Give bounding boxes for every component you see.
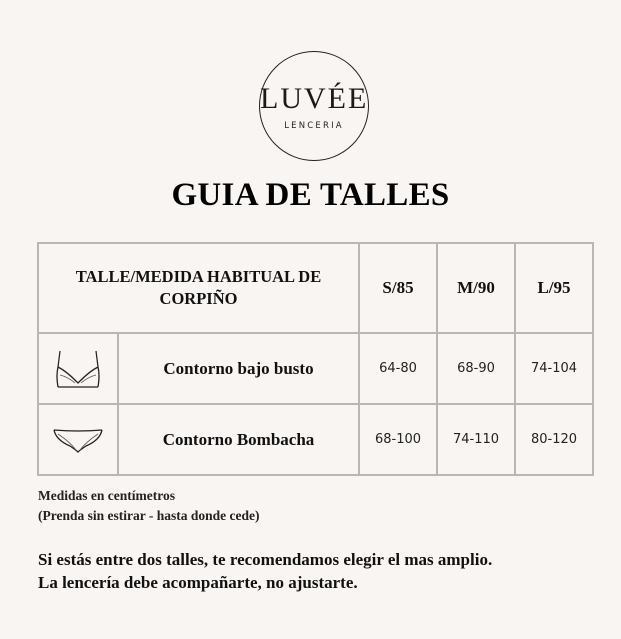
brand-subtitle: LENCERIA xyxy=(284,121,344,131)
value-cell: 80-120 xyxy=(515,404,593,475)
panty-icon xyxy=(50,422,106,458)
bra-icon xyxy=(50,347,106,391)
advice-line-1: Si estás entre dos talles, te recomendamos elegir el mas amplio. xyxy=(38,550,493,569)
value-cell: 68-90 xyxy=(437,333,515,404)
value-cell: 74-110 xyxy=(437,404,515,475)
brand-logo xyxy=(259,51,369,161)
value-cell: 68-100 xyxy=(359,404,437,475)
size-header-m: M/90 xyxy=(437,243,515,333)
measuring-note: (Prenda sin estirar - hasta donde cede) xyxy=(38,508,260,523)
value-cell: 64-80 xyxy=(359,333,437,404)
measurement-name: Contorno Bombacha xyxy=(118,404,359,475)
size-header-s: S/85 xyxy=(359,243,437,333)
measurement-name: Contorno bajo busto xyxy=(118,333,359,404)
header-label: TALLE/MEDIDA HABITUAL DE CORPIÑO xyxy=(38,243,359,333)
size-header-l: L/95 xyxy=(515,243,593,333)
size-guide-table xyxy=(37,242,594,476)
row-icon-cell xyxy=(38,333,118,404)
value-cell: 74-104 xyxy=(515,333,593,404)
brand-name: LUVÉE xyxy=(260,82,369,115)
row-icon-cell xyxy=(38,404,118,475)
advice-line-2: La lencería debe acompañarte, no ajustarte. xyxy=(38,573,358,592)
table-header-row xyxy=(38,243,593,333)
units-note: Medidas en centímetros xyxy=(38,488,175,503)
table-row xyxy=(38,333,593,404)
table-row xyxy=(38,404,593,475)
page-title: GUIA DE TALLES xyxy=(171,177,450,213)
